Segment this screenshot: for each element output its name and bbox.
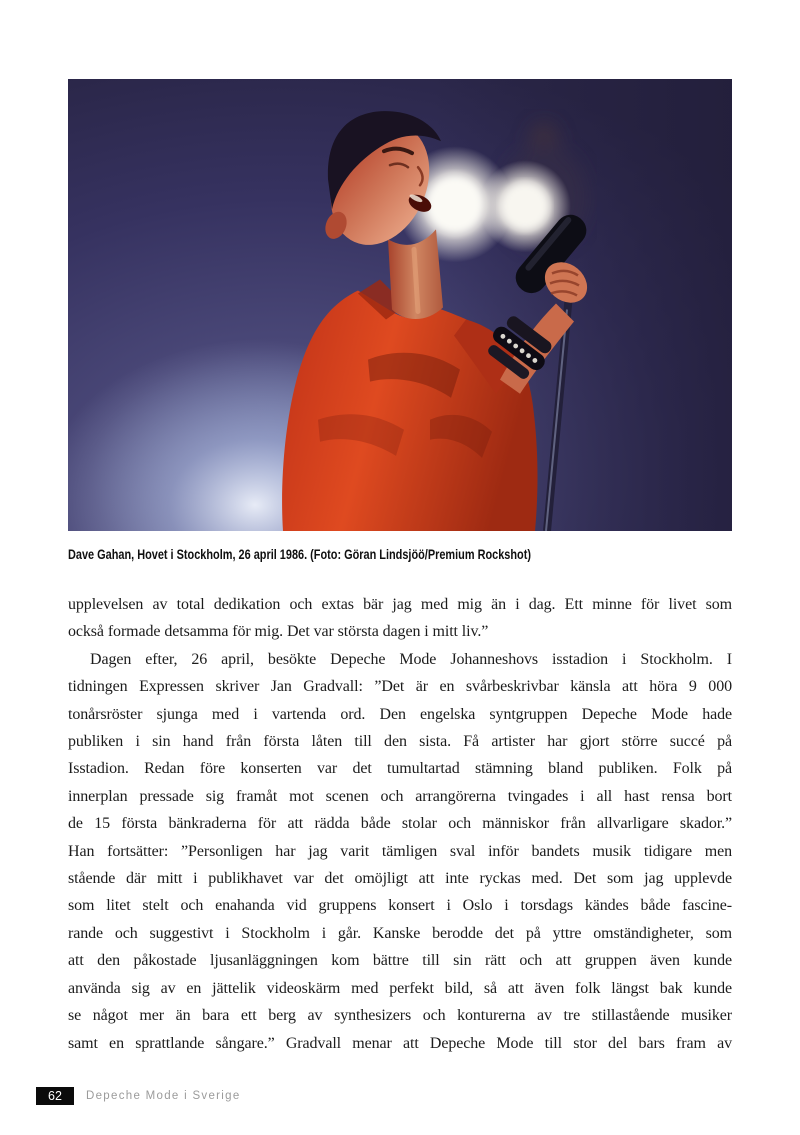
text-line: rande och suggestivt i Stockholm i går. Kanske berodde det på yttre omständigheter, som: [68, 924, 732, 942]
concert-photo: [68, 79, 732, 531]
text-line: Dagen efter, 26 april, besökte Depeche Mode Johanneshovs isstadion i Stockholm. I: [90, 650, 732, 668]
text-line: använda sig av en jättelik videoskärm med perfekt bild, så att även folk längst bak kunde: [68, 979, 732, 997]
text-line: att den påkostade ljusanläggningen kom bättre till sin rätt och att gruppen även kunde: [68, 952, 732, 970]
page-number-badge: 62: [36, 1087, 74, 1105]
text-line: upplevelsen av total dedikation och extas bär jag med mig än i dag. Ett minne för livet som: [68, 596, 732, 613]
text-line: publiken i sin hand från första låten till den sista. Få artister har gjort större succé på: [68, 733, 732, 751]
text-line: Han fortsätter: ”Personligen har jag varit tämligen sval inför bandets musik tidigare men: [68, 842, 732, 860]
text-line: stående där mitt i publikhavet var det omöjligt att inte ryckas med. Det som jag upplevde: [68, 870, 732, 888]
text-line: innerplan pressade sig framåt mot scenen och arrangörerna tvingades i all hast rensa bort: [68, 787, 732, 805]
photo-caption: Dave Gahan, Hovet i Stockholm, 26 april 1986. (Foto: Göran Lindsjöö/Premium Rockshot): [68, 546, 531, 562]
text-line: se något mer än bara ett berg av synthesizers och konturerna av tre stillastående musiker: [68, 1007, 732, 1025]
page-footer: [0, 1087, 800, 1107]
text-line: också formade detsamma för mig. Det var största dagen i mitt liv.”: [68, 623, 489, 641]
body-text: [68, 591, 732, 1057]
book-title: Depeche Mode i Sverige: [86, 1090, 241, 1102]
text-line: de 15 första bänkraderna för att rädda både stolar och människor från allvarligare skador.”: [68, 815, 732, 833]
text-line: samt en sprattlande sångare.” Gradvall menar att Depeche Mode till stor del bars fram av: [68, 1034, 732, 1052]
concert-photo-art: [68, 79, 732, 531]
text-line: tonårsröster sjunga med i vartenda ord. Den engelska syntgruppen Depeche Mode hade: [68, 705, 732, 723]
text-line: tidningen Expressen skriver Jan Gradvall: ”Det är en svårbeskrivbar känsla att höra 9 000: [68, 678, 732, 696]
text-line: som litet stelt och enahanda vid gruppens konsert i Oslo i torsdags kändes både fascine-: [68, 897, 732, 915]
text-line: Isstadion. Redan före konserten var det tumultartad stämning bland publiken. Folk på: [68, 760, 732, 778]
